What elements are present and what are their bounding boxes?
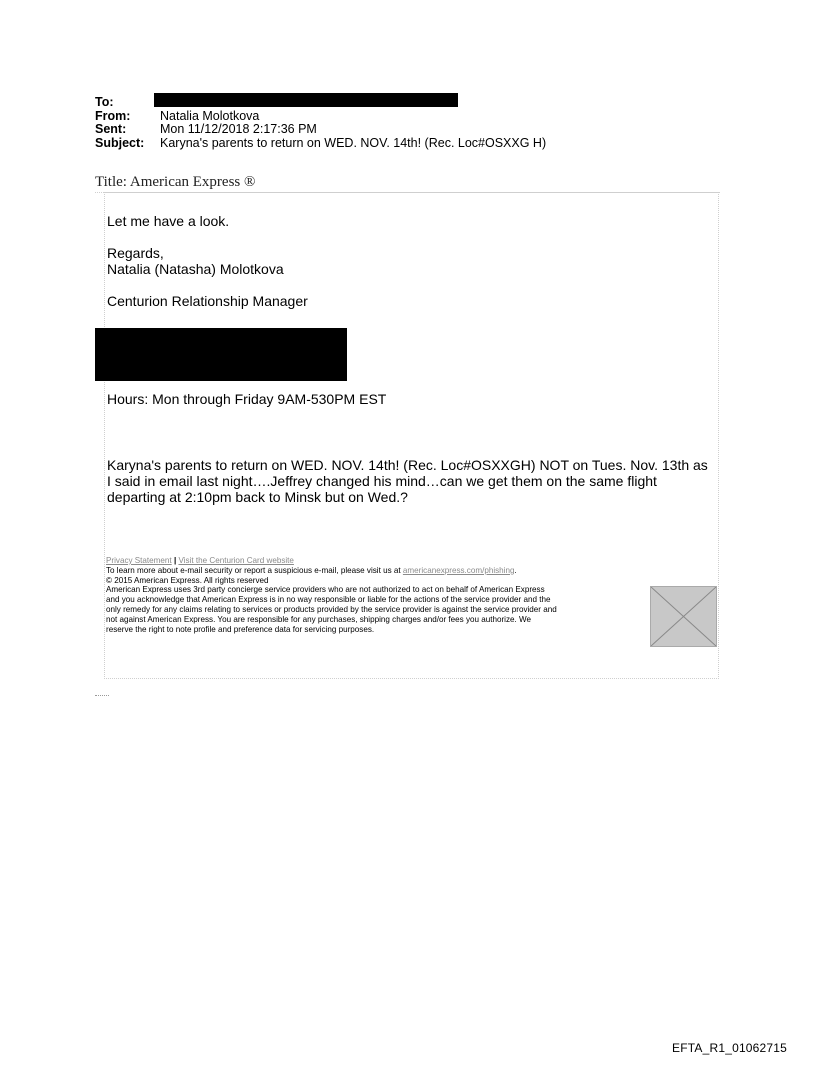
signer-name: Natalia (Natasha) Molotkova — [107, 261, 284, 277]
trailing-separator — [95, 689, 109, 696]
broken-image-placeholder — [650, 586, 717, 647]
subject-label: Subject: — [95, 135, 145, 150]
subject-value: Karyna's parents to return on WED. NOV. 14th! (Rec. Loc#OSXXG H) — [160, 135, 547, 150]
signer-role: Centurion Relationship Manager — [107, 293, 308, 309]
signature-redaction — [95, 328, 347, 381]
disclaimer-line-1: American Express uses 3rd party concierge service providers who are not authorized to act on behalf of American Express — [106, 585, 545, 595]
regards-text: Regards, — [107, 245, 164, 261]
security-notice — [106, 566, 651, 576]
quoted-line-2: I said in email last night….Jeffrey changed his mind…can we get them on the same flight — [107, 473, 657, 489]
disclaimer-line-2: and you acknowledge that American Express is in no way responsible or liable for the actions of the service provider and the — [106, 595, 551, 605]
link-separator: | — [173, 556, 177, 565]
to-redaction — [154, 93, 458, 107]
subject-row — [95, 137, 546, 151]
document-id: EFTA_R1_01062715 — [672, 1041, 788, 1055]
security-text: To learn more about e-mail security or report a suspicious e-mail, please visit us at — [106, 565, 403, 575]
sent-value: Mon 11/12/2018 2:17:36 PM — [160, 122, 317, 136]
privacy-statement-link[interactable]: Privacy Statement — [106, 556, 172, 565]
quoted-line-1: Karyna's parents to return on WED. NOV. 14th! (Rec. Loc#OSXXGH) NOT on Tues. Nov. 13th as — [107, 457, 708, 473]
disclaimer-line-3: only remedy for any claims relating to services or products provided by the service provider is against the service provider and — [106, 604, 557, 614]
copyright-text: © 2015 American Express. All rights reserved — [106, 575, 269, 585]
from-row — [95, 110, 546, 124]
sent-label: Sent: — [95, 122, 127, 136]
disclaimer-line-4: not against American Express. You are responsible for any purchases, shipping charges and/or fees you authorize. We — [106, 614, 532, 624]
greeting-text: Let me have a look. — [107, 213, 230, 229]
legal-footer — [106, 556, 651, 634]
centurion-website-link[interactable]: Visit the Centurion Card website — [178, 556, 294, 565]
hours-text: Hours: Mon through Friday 9AM-530PM EST — [107, 391, 387, 407]
to-label: To: — [95, 95, 114, 109]
quoted-line-3: departing at 2:10pm back to Minsk but on Wed.? — [107, 489, 408, 505]
legal-links — [106, 556, 651, 566]
sent-row — [95, 123, 546, 137]
from-value: Natalia Molotkova — [160, 108, 260, 123]
security-period: . — [514, 565, 517, 575]
broken-image-icon — [651, 587, 716, 646]
phishing-link[interactable]: americanexpress.com/phishing — [402, 565, 515, 575]
from-label: From: — [95, 108, 131, 123]
title-line: Title: American Express ® — [95, 174, 720, 193]
disclaimer-line-5: reserve the right to note profile and preference data for servicing purposes. — [106, 624, 375, 634]
